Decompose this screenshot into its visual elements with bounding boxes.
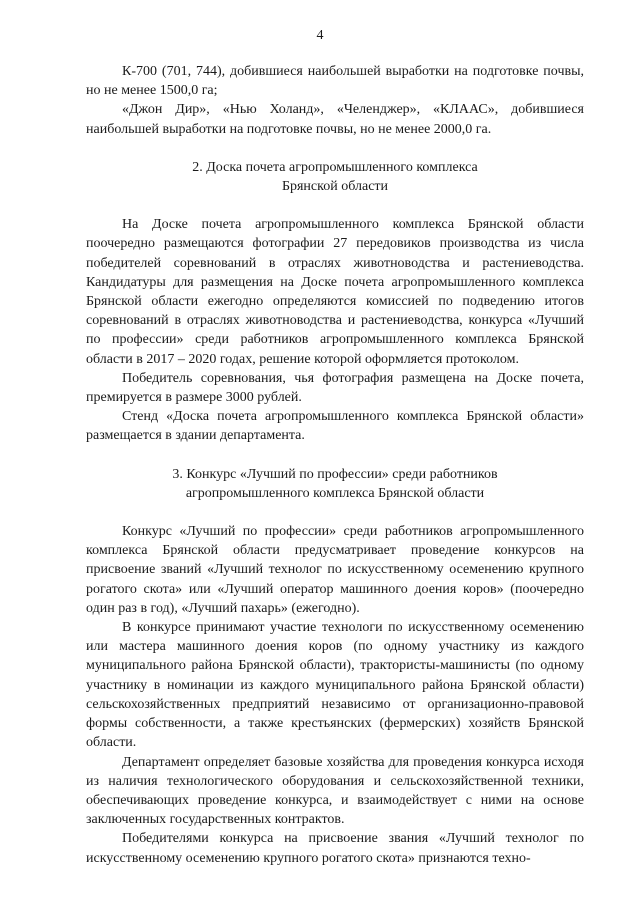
section3-paragraph: Победителями конкурса на присвоение звания «Лучший технолог по искусственному осеменению крупного рогатого скота» признаются техно- <box>86 831 584 866</box>
paragraph-tractor-k700: К-700 (701, 744), добившиеся наибольшей выработки на подготовке почвы, но не менее 1500,0 га; <box>86 64 584 99</box>
section2-paragraph: Победитель соревнования, чья фотография размещена на Доске почета, премируется в размере 3000 рублей. <box>86 370 584 406</box>
paragraph-tractor-foreign: «Джон Дир», «Нью Холанд», «Челенджер», «КЛААС», добившиеся наибольшей выработки на подготовке почвы, но не менее 2000,0 га. <box>86 102 584 137</box>
section3-heading-line1: 3. Конкурс «Лучший по профессии» среди работников <box>172 466 498 482</box>
section3-paragraph: В конкурсе принимают участие технологи по искусственному осеменению или мастера машинного доения коров (по одному участнику из каждого муниципального района Брянской области), трактористы-машинисты (по одному участнику в номинации из каждого муниципального района Брянской области) сельскохозяйственных предприятий независимо от организационно-правовой формы собственности, а также крестьянских (фермерских) хозяйств Брянской области. <box>86 620 584 751</box>
section2-heading <box>86 158 584 196</box>
document-body <box>86 62 584 868</box>
section2-heading-line1: 2. Доска почета агропромышленного комплекса <box>192 159 478 175</box>
section3-heading <box>86 465 584 503</box>
section3-paragraph: Департамент определяет базовые хозяйства для проведения конкурса исходя из наличия технологического оборудования и сельскохозяйственной техники, обеспечивающих проведение конкурса, и взаимодействует с ними на основе заключенных государственных контрактов. <box>86 754 584 828</box>
section2-paragraph: Стенд «Доска почета агропромышленного комплекса Брянской области» размещается в здании департамента. <box>86 409 584 444</box>
section3-heading-line2: агропромышленного комплекса Брянской области <box>185 485 485 501</box>
section3-paragraph: Конкурс «Лучший по профессии» среди работников агропромышленного комплекса Брянской области предусматривает проведение конкурсов на присвоение званий «Лучший технолог по искусственному осеменению крупного рогатого скота» или «Лучший оператор машинного доения коров» (поочередно один раз в год), «Лучший пахарь» (ежегодно). <box>86 524 584 616</box>
section2-paragraph: На Доске почета агропромышленного комплекса Брянской области поочередно размещаются фотографии 27 передовиков производства из числа победителей соревнований в отраслях животноводства и растениеводства. Кандидатуры для размещения на Доске почета агропромышленного комплекса Брянской области ежегодно определяются комиссией по подведению итогов соревнований в отраслях животноводства и растениеводства, конкурса «Лучший по профессии» среди работников агропромышленного комплекса Брянской области в 2017 – 2020 годах, решение которой оформляется протоколом. <box>86 217 584 367</box>
section2-heading-line2: Брянской области <box>281 179 389 195</box>
page-number: 4 <box>316 28 324 43</box>
